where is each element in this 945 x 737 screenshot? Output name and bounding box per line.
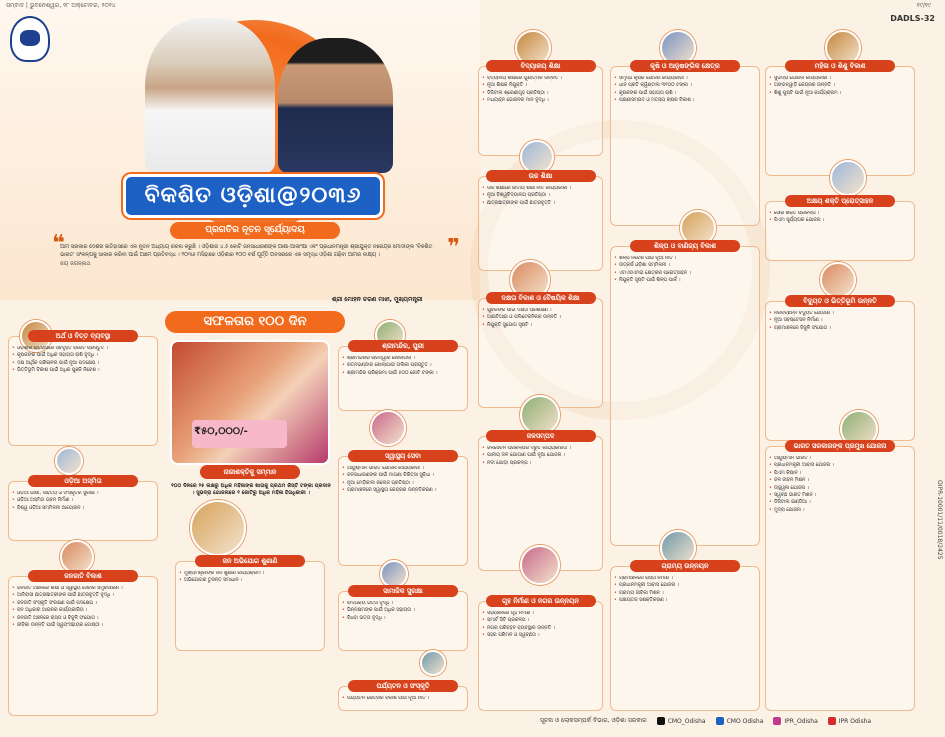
list-item: • ବିଧବା ଭତ୍ତା ବୃଦ୍ଧି । <box>342 616 464 622</box>
topline-right: ୧୯/୧୯ <box>916 2 931 9</box>
list-item: • ଜନଜାତି ସଂସ୍କୃତି ସଂରକ୍ଷଣ ପାଇଁ ପଦକ୍ଷେପ । <box>12 601 154 607</box>
section-list <box>769 211 911 226</box>
list-item: • ମଧ୍ୟାହ୍ନ ଭୋଜନର ମାନ ବୃଦ୍ଧି । <box>482 98 599 104</box>
list-item: • ବିଶ୍ୱ ଓଡ଼ିଆ ସମ୍ମିଳନୀ ଆୟୋଜନ । <box>12 506 154 512</box>
prime-minister-photo <box>145 18 275 173</box>
section-title: ଅର୍ଥ ଓ ବିତ୍ତ ବ୍ୟବସ୍ଥା <box>28 330 138 342</box>
section-title: ବିଦ୍ୟୁତ ଓ ଭିତ୍ତିଭୂମି ଉନ୍ନତି <box>785 295 895 307</box>
section-title: ଉଚ୍ଚ ଶିକ୍ଷା <box>486 170 596 182</box>
list-item: • ପ୍ରାଣୀସମ୍ପଦ ଓ ମତ୍ସ୍ୟ ଚାଷର ବିକାଶ । <box>614 98 756 104</box>
section-title: ପର୍ଯ୍ୟଟନ ଓ ସଂସ୍କୃତି <box>348 680 458 692</box>
list-item: • କୃଷକଙ୍କ ପାଇଁ ସହାୟତା ରାଶି । <box>614 91 756 97</box>
center-subhead: ନାରୀଶକ୍ତିକୁ ସମ୍ମାନ <box>200 465 300 479</box>
quote-close-icon: ❞ <box>447 235 460 260</box>
list-item: • ଓଡ଼ିଆ ଭାଷା, ସାହିତ୍ୟ ଓ ସଂସ୍କୃତିର ସୁରକ୍ଷା । <box>12 491 154 497</box>
list-item: • ଜନଜାତି ଅଞ୍ଚଳରେ ଶିକ୍ଷା ଓ ସ୍ୱାସ୍ଥ୍ୟ ସେବାର ସମ୍ପ୍ରସାରଣ । <box>12 586 154 592</box>
list-item: • ନଦୀ ଯୋଡ଼ା ପ୍ରକଳ୍ପ । <box>482 461 599 467</box>
list-item: • ଗ୍ରାମାଞ୍ଚଳରେ ସ୍ୱାସ୍ଥ୍ୟ କେନ୍ଦ୍ରର ଉନ୍ନତିକରଣ । <box>342 488 464 494</box>
ad-code: DADLS-32 <box>890 14 935 23</box>
section-title: ବିଦ୍ୟାଳୟ ଶିକ୍ଷା <box>486 60 596 72</box>
list-item: • ଧାନ ପ୍ରତି କ୍ୱିଣ୍ଟାଲ ୩୧୦୦ ଟଙ୍କା । <box>614 83 756 89</box>
section-list <box>342 466 464 496</box>
list-item: • କୃଷକଙ୍କ ପାଇଁ ଅଧିକ ସହାୟତା ରାଶି ବୃଦ୍ଧି । <box>12 353 154 359</box>
section-frame <box>610 246 760 546</box>
list-item: • ସହରାଞ୍ଚଳରେ ଗୃହ ନିର୍ମାଣ । <box>482 611 599 617</box>
list-item: • ଜଳସେଚନ ପ୍ରକଳ୍ପର ଦ୍ରୁତ କାର୍ଯ୍ୟକାରିତା । <box>482 446 599 452</box>
section-photo <box>520 395 560 435</box>
list-item: • ସହର ପରିମଳ ଓ ସ୍ୱଚ୍ଛତା । <box>482 633 599 639</box>
section-list <box>482 186 599 208</box>
list-item: • ଦକ୍ଷ ଆର୍ଥିକ ପରିଚାଳନା ପାଇଁ ନୂଆ ପଦକ୍ଷେପ । <box>12 361 154 367</box>
list-item: • ଭିନ୍ନକ୍ଷମଙ୍କ ପାଇଁ ଅଧିକ ସହାୟତା । <box>342 608 464 614</box>
facebook-icon <box>716 717 724 725</box>
vertical-code: OIPR-10001/11/0018/2425 <box>936 480 943 560</box>
list-item: • ଗ୍ରାମାଞ୍ଚଳରେ ରାସ୍ତା ନିର୍ମାଣ । <box>614 576 756 582</box>
section-list <box>614 76 756 106</box>
list-item: • ଆୟୁଷ୍ମାନ ଭାରତ । <box>769 456 911 462</box>
list-item: • ପ୍ରଧାନମନ୍ତ୍ରୀ ଆବାସ ଯୋଜନା । <box>614 583 756 589</box>
section-frame <box>765 201 915 261</box>
youtube-icon <box>828 717 836 725</box>
list-item: • ଗ୍ରାମାଞ୍ଚଳରେ ବିଜୁଳି ସଂଯୋଗ । <box>769 326 911 332</box>
section-title: ଜନ ଅଭିଯୋଗ ଶୁଣାଣି <box>195 555 305 567</box>
list-item: • ଶ୍ରୀମନ୍ଦିର ପରିକ୍ରମା ପାଇଁ ୫୦୦ କୋଟି ଟଙ୍କା । <box>342 371 464 377</box>
section-list <box>12 586 154 630</box>
section-title: ସାମାଜିକ ସୁରକ୍ଷା <box>348 585 458 597</box>
quote-text: ଆମ ସରକାର ଦେଶର ଇତିହାସରେ ଏକ ନୂତନ ଅଧ୍ୟାୟ ରଚନା କରୁଛି । ଓଡ଼ିଶାର ୪.୫ କୋଟି ଜନସାଧାରଣଙ୍କ ଆଶା-ଆକାଂକ୍ଷା ଏବଂ ପ୍ରଧାନମନ୍ତ୍ରୀ ଶ୍ରୀଯୁକ୍ତ ନରେନ୍ଦ୍ର ମୋଦୀଙ୍କ 'ବିକଶିତ ଭାରତ' ସଂକଳ୍ପକୁ ସାକାର କରିବା ପାଇଁ ଆମେ ପ୍ରତିବଦ୍ଧ । ୨୦୩୬ ମସିହାରେ ଓଡ଼ିଶାର ୧୦୦ ବର୍ଷ ପୂର୍ତ୍ତି ଅବସରରେ ଏକ ସମୃଦ୍ଧ ଓଡ଼ିଶା ଗଢ଼ିବା ଆମର ଲକ୍ଷ୍ୟ । <box>60 244 433 258</box>
section-title: ଶିଳ୍ପ ଓ ବାଣିଜ୍ୟ ବିକାଶ <box>630 240 740 252</box>
center-event-photo <box>170 340 330 465</box>
list-item: • ପଞ୍ଚାୟତର ସଶକ୍ତିକରଣ । <box>614 598 756 604</box>
section-title: ମହିଳା ଓ ଶିଶୁ ବିକାଶ <box>785 60 895 72</box>
list-item: • ମୁଦ୍ରା ଯୋଜନା । <box>769 508 911 514</box>
list-item: • ବନ ଅଧିକାର ଆଇନର କାର୍ଯ୍ୟକାରିତା । <box>12 608 154 614</box>
list-item: • ଆୟୁଷ୍ମାନ ଭାରତ ଯୋଜନା କାର୍ଯ୍ୟକାରୀ । <box>342 466 464 472</box>
section-list <box>769 76 911 98</box>
list-item: • ଭିତ୍ତିଭୂମି ବିକାଶ ପାଇଁ ଅଧିକ ପୁଞ୍ଜି ନିବେଶ । <box>12 368 154 374</box>
quote-open-icon: ❝ <box>52 231 65 256</box>
list-item: • ନିରବଚ୍ଛିନ୍ନ ବିଦ୍ୟୁତ ଯୋଗାଣ । <box>769 311 911 317</box>
section-title: ଗୃହ ନିର୍ମାଣ ଓ ନଗର ଉନ୍ନୟନ <box>486 595 596 607</box>
section-photo <box>370 410 406 446</box>
list-item: • ଜନଜାତି ଅଞ୍ଚଳରେ ରାସ୍ତା ଓ ବିଜୁଳି ସଂଯୋଗ । <box>12 616 154 622</box>
list-item: • ପାନୀୟ ଜଳ ଯୋଗାଣ ପାଇଁ ନୂଆ ଯୋଜନା । <box>482 453 599 459</box>
list-item: • ନୂଆ ମେଡ଼ିକାଲ କଲେଜ ପ୍ରତିଷ୍ଠା । <box>342 481 464 487</box>
list-item: • ପର୍ଯ୍ୟଟନ କ୍ଷେତ୍ରର ବିକାଶ ପାଇଁ ନୂଆ ନୀତି । <box>342 696 464 702</box>
list-item: • ଛାତ୍ରଛାତ୍ରୀଙ୍କ ପାଇଁ ଛାତ୍ରବୃତ୍ତି । <box>482 201 599 207</box>
footer-handle[interactable]: CMO_Odisha <box>657 717 706 725</box>
list-item: • ବାର୍ଦ୍ଧକ୍ୟ ଭତ୍ତା ବୃଦ୍ଧି । <box>342 601 464 607</box>
footer-handle[interactable]: IPR_Odisha <box>773 717 817 725</box>
list-item: • ନୂଆ ସବଷ୍ଟେସନ ନିର୍ମାଣ । <box>769 318 911 324</box>
section-list <box>342 356 464 378</box>
section-list <box>482 446 599 468</box>
instagram-icon <box>773 717 781 725</box>
list-item: • ଯୁବକଙ୍କ ପାଇଁ ଦକ୍ଷତା ପ୍ରଶିକ୍ଷଣ । <box>482 308 599 314</box>
list-item: • ଅଙ୍ଗନୱାଡ଼ି କେନ୍ଦ୍ରର ଉନ୍ନତି । <box>769 83 911 89</box>
section-title: ଶ୍ରୀମନ୍ଦିର, ପୁରୀ <box>348 340 458 352</box>
list-item: • ବିଦ୍ୟାଳୟ ଶିକ୍ଷାରେ ଗୁଣାତ୍ମକ ଉନ୍ନତି । <box>482 76 599 82</box>
list-item: • ଶ୍ରୀମନ୍ଦିରର ଚାରିଦ୍ୱାର ଖୋଲାଗଲା । <box>342 356 464 362</box>
section-list <box>482 76 599 106</box>
list-item: • ଉତ୍କର୍ଷ ଓଡ଼ିଶା ସମ୍ମିଳନୀ । <box>614 263 756 269</box>
section-list <box>614 256 756 286</box>
list-item: • ଶିଶୁ ପୁଷ୍ଟି ପାଇଁ ନୂଆ କାର୍ଯ୍ୟକ୍ରମ । <box>769 91 911 97</box>
issued-by: ସୂଚନା ଓ ଲୋକସମ୍ପର୍କ ବିଭାଗ, ଓଡ଼ିଶା ସରକାର <box>540 717 647 724</box>
cheque-amount: ₹୫୦,୦୦୦/- <box>194 426 248 437</box>
section-photo <box>55 447 83 475</box>
section-title: ଗ୍ରାମ୍ୟ ଉନ୍ନୟନ <box>630 560 740 572</box>
list-item: • ଜନସାଧାରଣଙ୍କ ପାଇଁ ମାଗଣା ଚିକିତ୍ସା ସୁବିଧା । <box>342 473 464 479</box>
footer-handle[interactable]: IPR Odisha <box>828 717 871 725</box>
list-item: • ଉଚ୍ଚ ଶିକ୍ଷାରେ ଜାତୀୟ ଶିକ୍ଷା ନୀତି କାର୍ଯ୍ୟକାରୀ । <box>482 186 599 192</box>
list-item: • ପ୍ରଧାନମନ୍ତ୍ରୀ ଆବାସ ଯୋଜନା । <box>769 463 911 469</box>
list-item: • ଶିଳ୍ପ ନିବେଶ ପାଇଁ ନୂଆ ନୀତି । <box>614 256 756 262</box>
list-item: • ନୂଆ ଶିକ୍ଷକ ନିଯୁକ୍ତି । <box>482 83 599 89</box>
signature: ଶ୍ରୀ ମୋହନ ଚରଣ ମାଝୀ, ମୁଖ୍ୟମନ୍ତ୍ରୀ <box>332 296 423 303</box>
footer-handle[interactable]: CMO Odisha <box>716 717 764 725</box>
list-item: • ଆଇଟିଆଇ ଓ ପଲିଟେକନିକର ଉନ୍ନତି । <box>482 315 599 321</box>
list-item: • ରତ୍ନଭଣ୍ଡାର ଖୋଲାଯାଇ ତାଲିକା ପ୍ରସ୍ତୁତ । <box>342 363 464 369</box>
section-list <box>12 491 154 513</box>
list-item: • ନଗର ପରିବହନ ବ୍ୟବସ୍ଥାର ଉନ୍ନତି । <box>482 626 599 632</box>
section-photo <box>820 262 856 298</box>
list-item: • ଅଭିଯୋଗର ତୁରନ୍ତ ସମାଧାନ । <box>179 578 321 584</box>
list-item: • ଉଜ୍ଜ୍ୱଳା ଯୋଜନା । <box>769 486 911 492</box>
quote-source: ଜୟ ଜଗନ୍ନାଥ <box>60 261 91 268</box>
section-photo <box>60 540 94 574</box>
list-item: • ପିଏମ ସୂର୍ଯ୍ୟଘର ଯୋଜନା । <box>769 218 911 224</box>
section-list <box>482 611 599 641</box>
list-item: • ଏମଏସଏମଇ କ୍ଷେତ୍ରର ପ୍ରୋତ୍ସାହନ । <box>614 271 756 277</box>
list-item: • ସ୍ମାର୍ଟ ସିଟି ପ୍ରକଳ୍ପ । <box>482 618 599 624</box>
list-item: • ଡିଜିଟାଲ ଇଣ୍ଡିଆ । <box>769 500 911 506</box>
list-item: • ଆଦିବାସୀ ଛାତ୍ରଛାତ୍ରୀଙ୍କ ପାଇଁ ଛାତ୍ରବୃତ୍ତି ବୃଦ୍ଧି । <box>12 593 154 599</box>
subtitle: ପ୍ରଗତିର ନୂତନ ସୂର୍ଯ୍ୟୋଦୟ <box>170 222 340 239</box>
section-title: ଜନଜାତି ବିକାଶ <box>28 570 138 582</box>
section-photo <box>380 560 408 588</box>
section-list <box>769 311 911 333</box>
footer <box>540 712 937 730</box>
section-list <box>482 308 599 330</box>
section-list <box>179 571 321 586</box>
list-item: • ଜୀବିକା ଉନ୍ନତି ପାଇଁ ସ୍ୱୟଂସହାୟକ ଗୋଷ୍ଠୀ । <box>12 623 154 629</box>
main-title: ବିକଶିତ ଓଡ଼ିଶା@୨୦୩୬ <box>123 174 383 218</box>
list-item: • ନିଯୁକ୍ତି ସୃଷ୍ଟି ପାଇଁ ଶିଳ୍ପ ପାର୍କ । <box>614 278 756 284</box>
section-photo <box>520 140 554 174</box>
list-item: • ସମୃଦ୍ଧ କୃଷକ ଯୋଜନା କାର୍ଯ୍ୟକାରୀ । <box>614 76 756 82</box>
section-list <box>614 576 756 606</box>
section-photo <box>420 650 446 676</box>
odisha-emblem-icon <box>10 16 50 62</box>
list-item: • ଜଳ ଜୀବନ ମିଶନ । <box>769 478 911 484</box>
section-title: ସ୍ୱାସ୍ଥ୍ୟ ସେବା <box>348 450 458 462</box>
x-icon <box>657 717 665 725</box>
list-item: • ନିଯୁକ୍ତି ସୁଯୋଗ ସୃଷ୍ଟି । <box>482 323 599 329</box>
section-title: ଓଡ଼ିଆ ଅସ୍ମିତା <box>28 475 138 487</box>
section-list <box>342 696 464 703</box>
topline-left: ସମ୍ବାଦ | ଭୁବନେଶ୍ୱର, ୧୮ ଅକ୍ଟୋବର, ୨୦୨୪ <box>6 2 116 9</box>
section-photo <box>520 545 560 585</box>
list-item: • ଓଡ଼ିଆ ଅସ୍ମିତା ଭବନ ନିର୍ମାଣ । <box>12 498 154 504</box>
list-item: • ସୁଭଦ୍ରା ଯୋଜନା କାର୍ଯ୍ୟକାରୀ । <box>769 76 911 82</box>
list-item: • ଗ୍ରାମ୍ୟ ଜୀବିକା ମିଶନ । <box>614 591 756 597</box>
chief-minister-photo <box>278 38 393 173</box>
list-item: • ଡିଜିଟାଲ ଶ୍ରେଣୀଗୃହ ପ୍ରତିଷ୍ଠା । <box>482 91 599 97</box>
section-list <box>342 601 464 623</box>
hundred-days-banner: ସଫଳତାର ୧୦୦ ଦିନ <box>165 311 345 333</box>
section-list <box>769 456 911 515</box>
section-title: ଜଳସମ୍ପଦ <box>486 430 596 442</box>
center-text: ୧୦୦ ଦିନରେ ୨୫ ଲକ୍ଷରୁ ଅଧିକ ମହିଳାଙ୍କ ଖାତାକୁ ପ୍ରଥମ କିସ୍ତି ଟଙ୍କା ପ୍ରଦାନ । ସୁଭଦ୍ରା ଯୋଜନାରେ ୧ କୋଟିରୁ ଅଧିକ ମହିଳା ହିତାଧିକାରୀ । <box>171 483 331 496</box>
section-title: ଦକ୍ଷତା ବିକାଶ ଓ ବୈଷୟିକ ଶିକ୍ଷା <box>486 292 596 304</box>
section-title: କୃଷି ଓ ଆନୁଷଙ୍ଗିକ କ୍ଷେତ୍ର <box>630 60 740 72</box>
list-item: • ଓଡ଼ିଶାର ଇତିହାସରେ ସର୍ବବୃହତ ବଜେଟ ପ୍ରସ୍ତୁତ । <box>12 346 154 352</box>
section-list <box>12 346 154 376</box>
section-title: ଭାରତ ସରକାରଙ୍କ ପ୍ରମୁଖ ଯୋଜନା <box>785 440 895 452</box>
list-item: • ସ୍ୱଚ୍ଛ ଭାରତ ମିଶନ । <box>769 493 911 499</box>
list-item: • ମୁଖ୍ୟମନ୍ତ୍ରୀଙ୍କ ଜନ ଶୁଣାଣି କାର୍ଯ୍ୟକ୍ରମ । <box>179 571 321 577</box>
section-photo <box>830 160 866 196</box>
list-item: • ପିଏମ କିଷାନ । <box>769 471 911 477</box>
section-photo <box>190 500 246 556</box>
list-item: • ସୌର ଶକ୍ତି ପ୍ରକଳ୍ପ । <box>769 211 911 217</box>
section-title: ଅକ୍ଷୟ ଶକ୍ତି ପ୍ରୋତ୍ସାହନ <box>785 195 895 207</box>
list-item: • ନୂଆ ବିଶ୍ୱବିଦ୍ୟାଳୟ ପ୍ରତିଷ୍ଠା । <box>482 193 599 199</box>
